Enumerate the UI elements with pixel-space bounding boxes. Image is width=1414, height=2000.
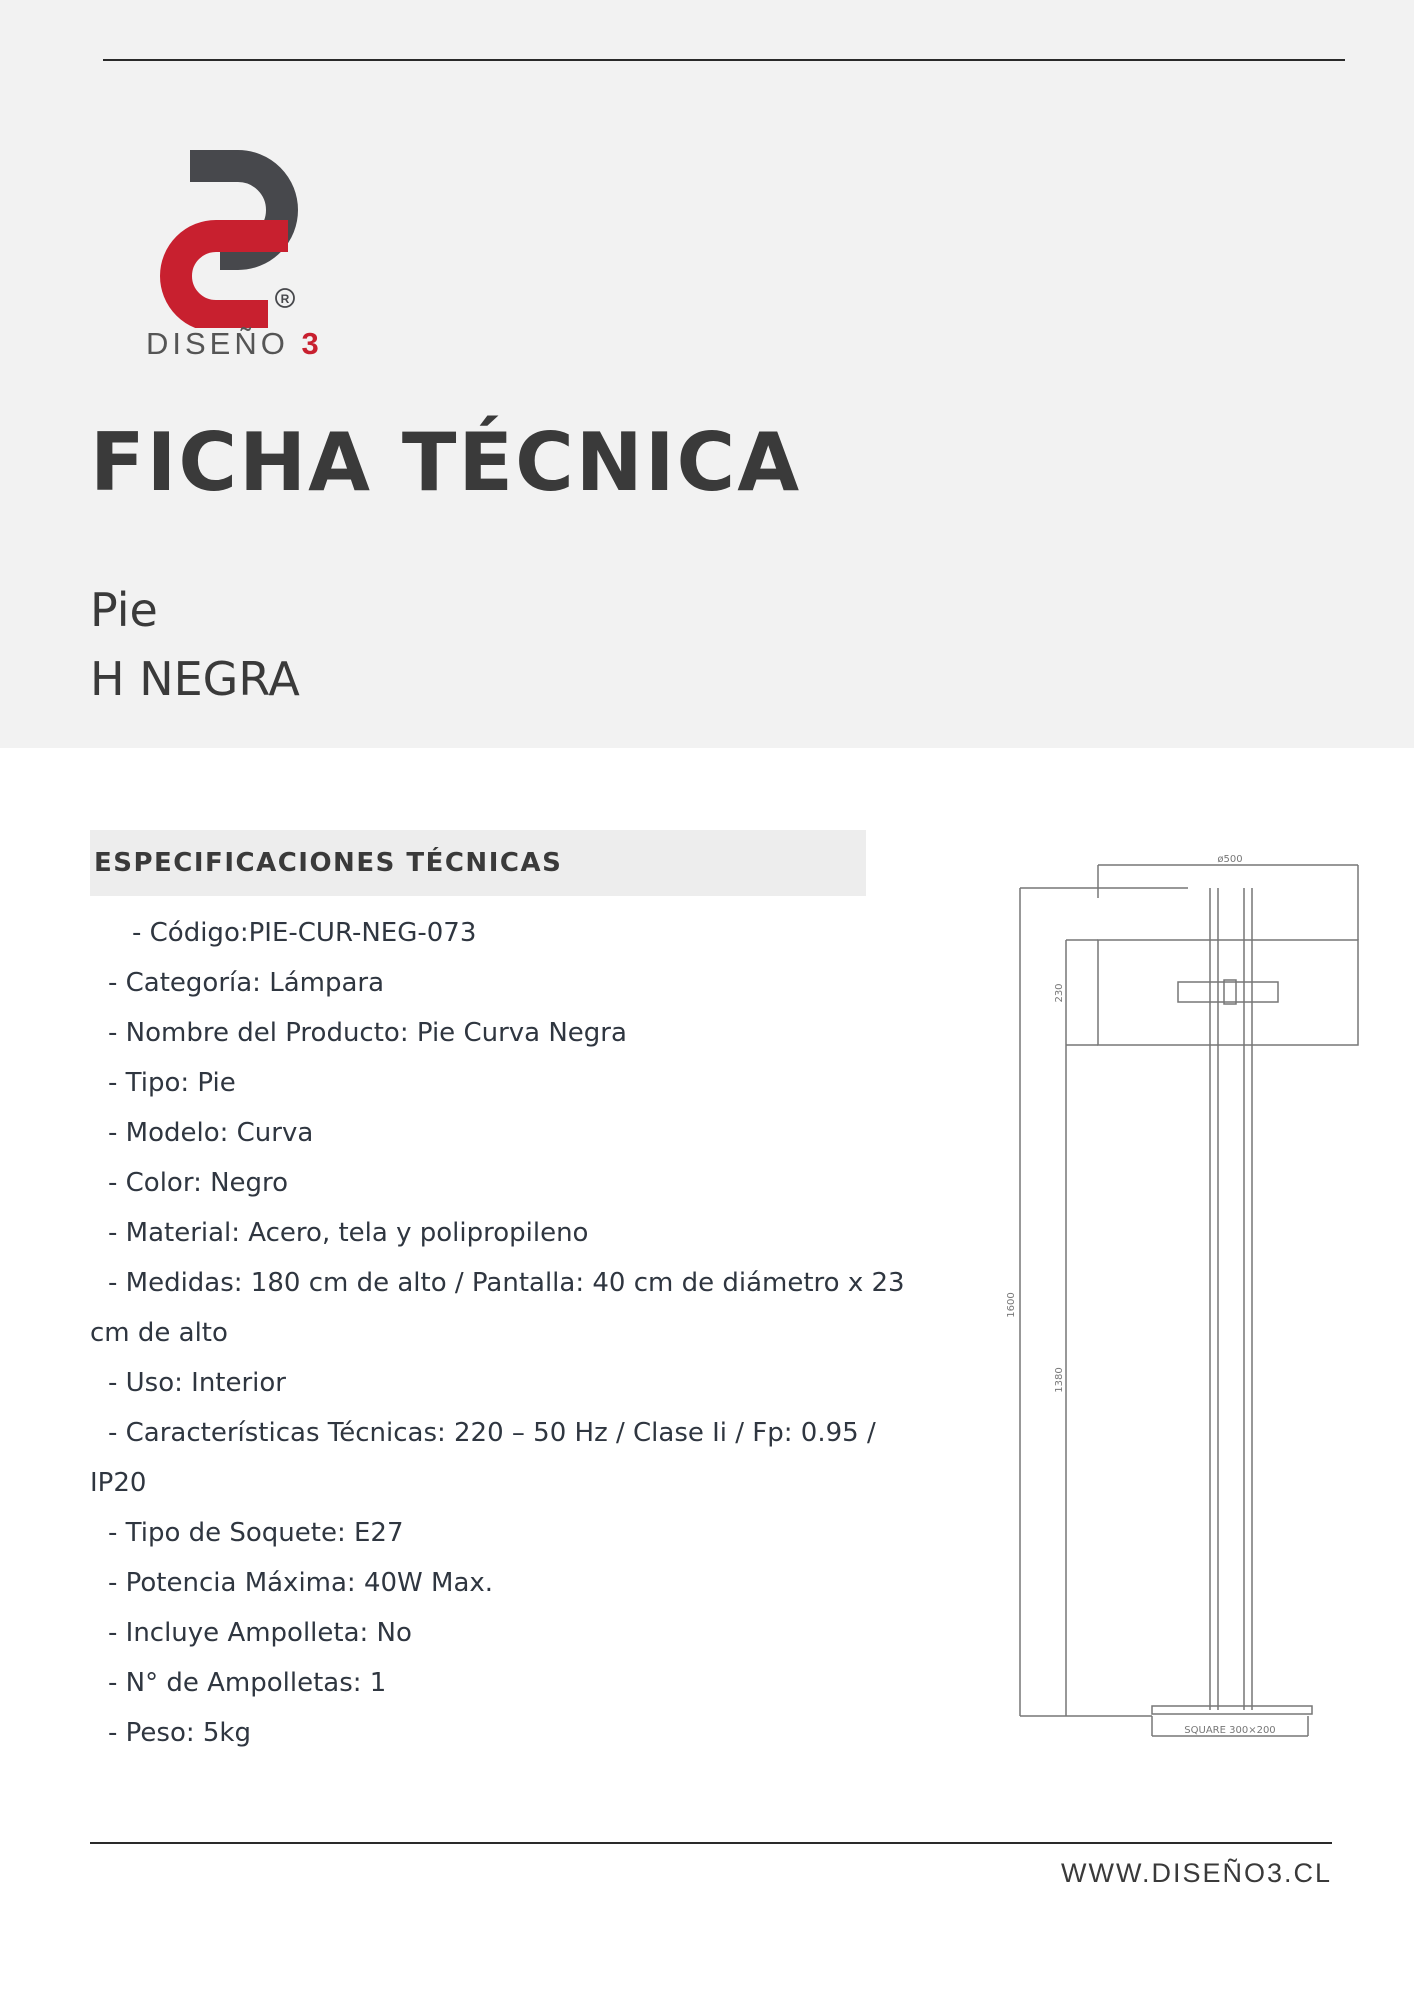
label-stem-height: 1380: [1054, 1367, 1065, 1393]
spec-item-product-name: - Nombre del Producto: Pie Curva Negra: [108, 1018, 627, 1048]
label-base: SQUARE 300×200: [1184, 1725, 1276, 1736]
top-divider: [103, 59, 1345, 61]
logo-wordmark: [146, 326, 323, 362]
logo-word: DISEÑO: [146, 326, 289, 361]
header-band: [0, 0, 1414, 748]
svg-text:R: R: [280, 292, 290, 306]
spec-item-model: - Modelo: Curva: [108, 1118, 314, 1148]
page-title: FICHA TÉCNICA: [90, 416, 802, 509]
spec-item-weight: - Peso: 5kg: [108, 1718, 251, 1748]
spec-item-dimensions: - Medidas: 180 cm de alto / Pantalla: 40 cm de diámetro x 23 cm de alto: [90, 1268, 905, 1348]
technical-drawing: [962, 840, 1414, 1780]
lamp-shade: [1098, 940, 1358, 1045]
spec-item-material: - Material: Acero, tela y polipropileno: [108, 1218, 589, 1248]
bottom-divider: [90, 1842, 1332, 1844]
spec-item-type: - Tipo: Pie: [108, 1068, 236, 1098]
spec-item-color: - Color: Negro: [108, 1168, 289, 1198]
spec-item-code: - Código:PIE-CUR-NEG-073: [132, 918, 477, 948]
product-name: H NEGRA: [90, 652, 300, 706]
product-type: Pie: [90, 583, 158, 637]
label-shade-height: 230: [1054, 983, 1065, 1003]
spec-item-technical: - Características Técnicas: 220 – 50 Hz / Clase Ii / Fp: 0.95 / IP20: [90, 1418, 876, 1498]
label-total-height: 1600: [1006, 1292, 1017, 1318]
spec-list: [90, 908, 940, 1758]
spec-heading: ESPECIFICACIONES TÉCNICAS: [90, 830, 866, 896]
spec-item-use: - Uso: Interior: [108, 1368, 287, 1398]
spec-item-bulb-included: - Incluye Ampolleta: No: [108, 1618, 412, 1648]
lamp-base: [1152, 1706, 1312, 1714]
website-url: WWW.DISEÑO3.CL: [1060, 1858, 1332, 1888]
spec-item-category: - Categoría: Lámpara: [108, 968, 385, 998]
spec-item-power: - Potencia Máxima: 40W Max.: [108, 1568, 494, 1598]
spec-item-socket: - Tipo de Soquete: E27: [108, 1518, 404, 1548]
lamp-fitting-center: [1224, 980, 1236, 1004]
label-top-diameter: ø500: [1217, 854, 1243, 865]
logo-number: 3: [301, 326, 323, 361]
lamp-fitting: [1178, 982, 1278, 1002]
spec-item-bulb-count: - N° de Ampolletas: 1: [108, 1668, 387, 1698]
